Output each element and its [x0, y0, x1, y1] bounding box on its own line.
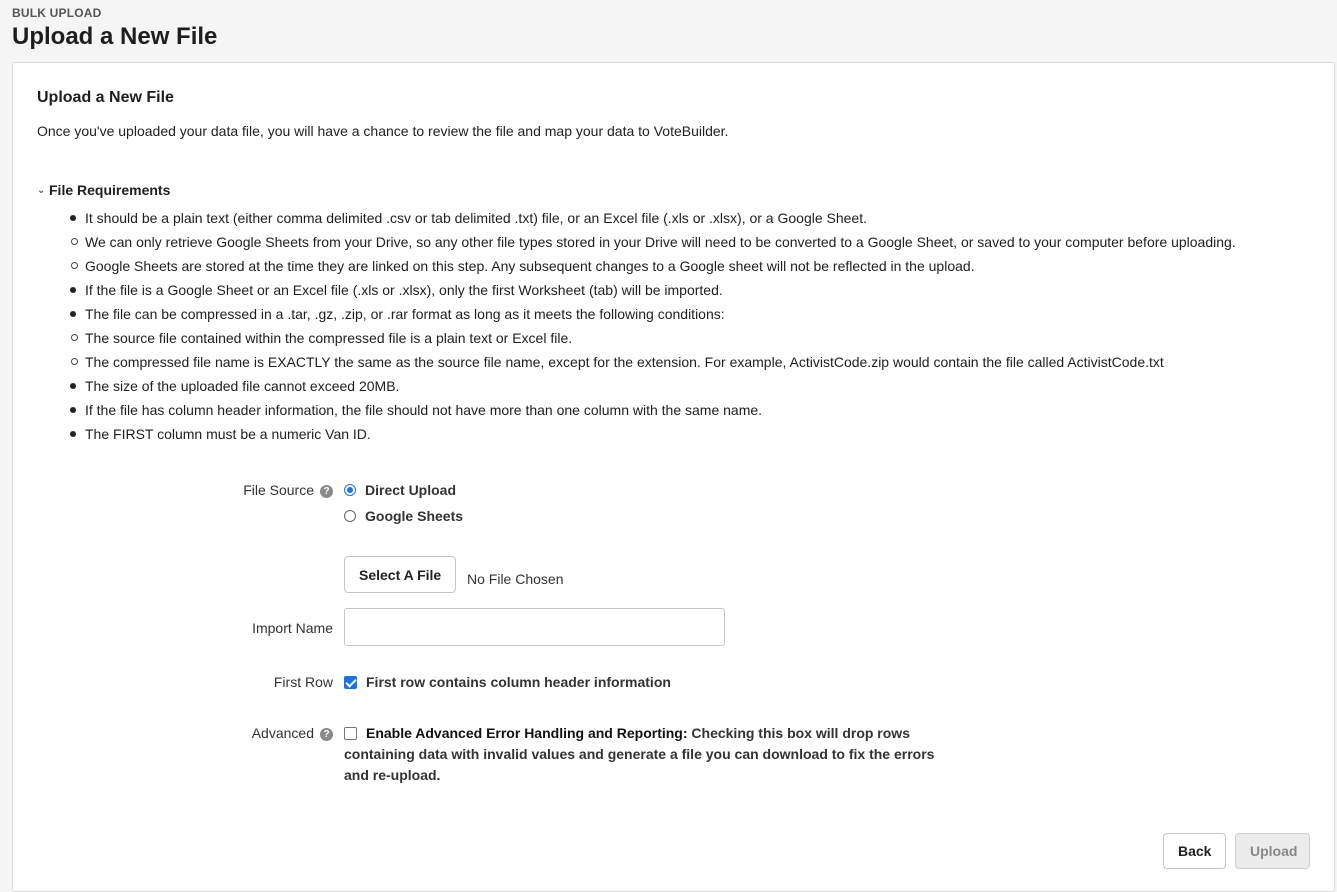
help-icon[interactable]: ? — [320, 728, 333, 741]
page-header — [12, 6, 217, 51]
advanced-option — [344, 723, 944, 786]
sub-list — [85, 326, 1236, 374]
list-item: The FIRST column must be a numeric Van ID. — [85, 422, 1236, 446]
file-source-label: File Source ? — [213, 482, 333, 498]
back-button[interactable]: Back — [1163, 833, 1226, 869]
radio-button[interactable] — [344, 510, 356, 522]
list-item: If the file is a Google Sheet or an Excel file (.xls or .xlsx), only the first Worksheet (tab) will be imported. — [85, 278, 1236, 302]
card-description: Once you've uploaded your data file, you will have a chance to review the file and map your data to VoteBuilder. — [37, 123, 729, 139]
first-row-checkbox[interactable] — [344, 676, 357, 689]
no-file-chosen-text: No File Chosen — [467, 571, 564, 587]
list-item: We can only retrieve Google Sheets from your Drive, so any other file types stored in your Drive will need to be converted to a Google Sheet, or saved to your computer before uploading. — [37, 230, 1236, 254]
help-icon[interactable]: ? — [320, 485, 333, 498]
list-item: If the file has column header information, the file should not have more than one column with the same name. — [85, 398, 1236, 422]
list-item: The source file contained within the compressed file is a plain text or Excel file. — [37, 326, 1236, 350]
import-name-label: Import Name — [252, 620, 333, 636]
requirements-list — [85, 206, 1236, 446]
card-title: Upload a New File — [37, 89, 174, 106]
advanced-title: Enable Advanced Error Handling and Reporting: — [366, 725, 688, 741]
select-file-button[interactable]: Select A File — [344, 556, 456, 593]
file-requirements-label: File Requirements — [49, 182, 171, 198]
page-title: Upload a New File — [12, 23, 218, 50]
advanced-checkbox[interactable] — [344, 727, 357, 740]
radio-button[interactable] — [344, 484, 356, 496]
list-item: It should be a plain text (either comma delimited .csv or tab delimited .txt) file, or an Excel file (.xls or .xlsx), or a Google Sheet. We can only retrieve Google Sheets from your Drive, so any other file types stored in your Drive will need to be converted to a Google Sheet, or saved to your computer before uploading. Google Sheets are stored at the time they are linked on this step. Any subsequent changes to a Google sheet will not be reflected in the upload. — [85, 206, 1236, 278]
chevron-down-icon: ⌄ — [37, 184, 46, 196]
list-item: The file can be compressed in a .tar, .gz, .zip, or .rar format as long as it meets the following conditions: The source file contained within the compressed file is a plain text or Excel file. The compressed file name is EXACTLY the same as the source file name, except for the extension. For example, ActivistCode.zip would contain the file called ActivistCode.txt — [85, 302, 1236, 374]
advanced-description: Checking this box will drop rows containing data with invalid values and generate a file you can download to fix the errors and re-upload. — [344, 725, 935, 783]
advanced-label: Advanced ? — [213, 725, 333, 741]
radio-google-sheets[interactable]: Google Sheets — [344, 508, 463, 524]
upload-card — [12, 62, 1335, 892]
list-item: The compressed file name is EXACTLY the same as the source file name, except for the extension. For example, ActivistCode.zip would contain the file called ActivistCode.txt — [37, 350, 1236, 374]
list-item: Google Sheets are stored at the time they are linked on this step. Any subsequent changes to a Google sheet will not be reflected in the upload. — [37, 254, 1236, 278]
breadcrumb: BULK UPLOAD — [12, 6, 102, 20]
first-row-checkbox-row[interactable]: First row contains column header information — [344, 674, 671, 690]
file-requirements-toggle[interactable] — [37, 182, 170, 198]
import-name-input[interactable] — [344, 608, 725, 646]
radio-direct-upload[interactable]: Direct Upload — [344, 482, 456, 498]
upload-button[interactable]: Upload — [1235, 833, 1310, 869]
list-item: The size of the uploaded file cannot exceed 20MB. — [85, 374, 1236, 398]
first-row-label: First Row — [273, 674, 333, 690]
sub-list — [85, 230, 1236, 278]
